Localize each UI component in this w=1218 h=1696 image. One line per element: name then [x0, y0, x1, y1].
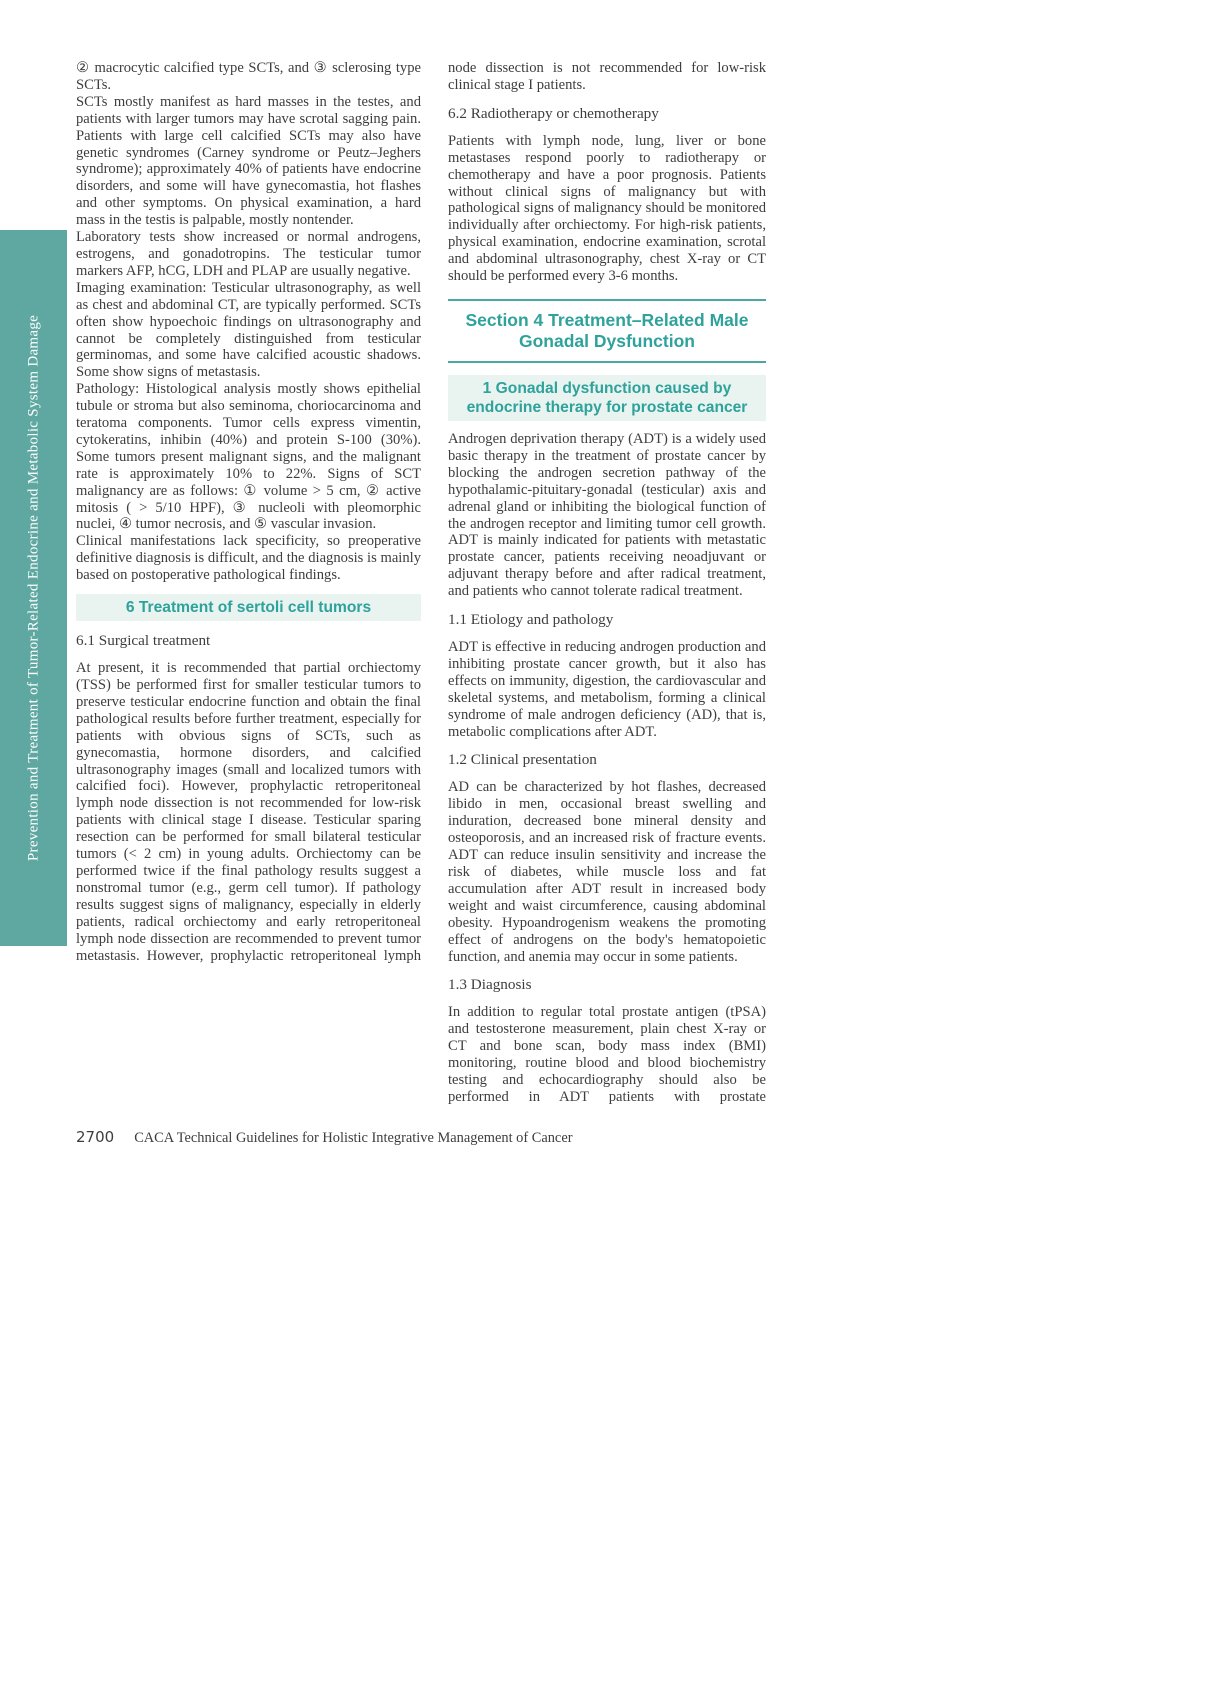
- paragraph-adt-overview: Androgen deprivation therapy (ADT) is a widely used basic therapy in the treatment of prostate cancer by blocking the androgen secretion pathway of the hypothalamic-pituitary-gonadal (testicular) axis and adrenal gland or inhibiting the biological function of the androgen receptor and limiting tumor cell growth. ADT is mainly indicated for patients with metastatic prostate cancer, patients receiving neoadjuvant or adjuvant therapy before and after radical treatment, and patients who cannot tolerate radical treatment.: [448, 430, 766, 600]
- left-column: [76, 60, 421, 1106]
- paragraph-node-dissection: node dissection is not recommended for low-risk clinical stage I patients.: [448, 60, 766, 93]
- paragraph-etiology-pathology: ADT is effective in reducing androgen production and inhibiting prostate cancer growth, but it also has effects on immunity, digestion, the cardiovascular and skeletal systems, and metabolism, forming a clinical syndrome of male androgen deficiency (AD), that is, metabolic complications after ADT.: [448, 639, 766, 740]
- heading-treatment-sertoli-cell-tumors: 6 Treatment of sertoli cell tumors: [76, 594, 421, 621]
- paragraph-surgical-treatment: At present, it is recommended that partial orchiectomy (TSS) be performed first for smaller testicular tumors to preserve testicular endocrine function and obtain the final pathological results before further treatment, especially for patients with obvious signs of SCTs, such as gynecomastia, hormone disorders, and calcified ultrasonography images (small and localized tumors with calcified foci). However, prophylactic retroperitoneal lymph node dissection is not recommended for low-risk patients with clinical stage I disease. Testicular sparing resection can be performed for small bilateral testicular tumors (< 2 cm) in young adults. Orchiectomy can be performed twice if the final pathology results suggest a nonstromal tumor (e.g., germ cell tumor). If pathology results suggest signs of malignancy, especially in elderly patients, radical orchiectomy and early retroperitoneal lymph node dissection are recommended to prevent tumor metastasis. However, prophylactic retroperitoneal lymph: [76, 660, 421, 964]
- right-column: [448, 60, 766, 1106]
- paragraph-radiotherapy-chemotherapy: Patients with lymph node, lung, liver or bone metastases respond poorly to radiotherapy or chemotherapy and have a poor prognosis. Patients without clinical signs of malignancy but with pathological signs of malignancy should be monitored individually after orchiectomy. For high-risk patients, physical examination, endocrine examination, scrotal and abdominal ultrasonography, chest X-ray or CT should be performed every 3-6 months.: [448, 132, 766, 285]
- subheading-radiotherapy-chemotherapy: 6.2 Radiotherapy or chemotherapy: [448, 104, 659, 122]
- paragraph-diagnosis: In addition to regular total prostate antigen (tPSA) and testosterone measurement, plain chest X-ray or CT and bone scan, body mass index (BMI) monitoring, routine blood and blood biochemistry testing and echocardiography should also be performed in ADT patients with prostate: [448, 1004, 766, 1105]
- page-content: [76, 60, 766, 1106]
- paragraph-laboratory-tests: Laboratory tests show increased or normal androgens, estrogens, and gonadotropins. The testicular tumor markers AFP, hCG, LDH and PLAP are usually negative.: [76, 229, 421, 279]
- page-number: 2700: [76, 1128, 115, 1146]
- paragraph-clinical-manifestations: Clinical manifestations lack specificity, so preoperative definitive diagnosis is difficult, and the diagnosis is mainly based on postoperative pathological findings.: [76, 533, 421, 584]
- paragraph-imaging-examination: Imaging examination: Testicular ultrasonography, as well as chest and abdominal CT, are typically performed. SCTs often show hypoechoic findings on ultrasonography and cannot be completely distinguished from testicular germinomas, and some have calcified acoustic shadows. Some show signs of metastasis.: [76, 279, 421, 381]
- paragraph-sct-classification: ② macrocytic calcified type SCTs, and ③ sclerosing type SCTs.: [76, 60, 421, 93]
- page-footer: [76, 1128, 573, 1147]
- paragraph-clinical-presentation: AD can be characterized by hot flashes, decreased libido in men, occasional breast swelling and induration, decreased bone mineral density and osteoporosis, and an increased risk of fracture events. ADT can reduce insulin sensitivity and increase the risk of diabetes, while muscle loss and fat accumulation after ADT result in increased body weight and waist circumference, causing abdominal obesity. Hypoandrogenism weakens the promoting effect of androgens on the body's hematopoietic function, and anemia may occur in some patients.: [448, 779, 766, 965]
- subheading-diagnosis: 1.3 Diagnosis: [448, 976, 532, 994]
- running-book-title: CACA Technical Guidelines for Holistic Integrative Management of Cancer: [134, 1130, 573, 1146]
- subheading-etiology-pathology: 1.1 Etiology and pathology: [448, 611, 614, 629]
- chapter-side-band: [0, 230, 67, 946]
- subheading-clinical-presentation: 1.2 Clinical presentation: [448, 751, 597, 769]
- paragraph-pathology: Pathology: Histological analysis mostly shows epithelial tubule or stroma but also seminoma, choriocarcinoma and teratoma components. Tumor cells express vimentin, cytokeratins, inhibin (40%) and protein S-100 (30%). Some tumors present malignant signs, and the malignant rate is approximately 10% to 22%. Signs of SCT malignancy are as follows: ① volume > 5 cm, ② active mitosis ( > 5/10 HPF), ③ nucleoli with pleomorphic nuclei, ④ tumor necrosis, and ⑤ vascular invasion.: [76, 381, 421, 533]
- chapter-side-title: Prevention and Treatment of Tumor-Related Endocrine and Metabolic System Damage: [25, 314, 41, 862]
- section-title-treatment-related-male-gonadal-dysfunction: Section 4 Treatment–Related Male Gonadal Dysfunction: [448, 299, 766, 363]
- paragraph-sct-manifestations: SCTs mostly manifest as hard masses in the testes, and patients with larger tumors may have scrotal sagging pain. Patients with large cell calcified SCTs may also have genetic syndromes (Carney syndrome or Peutz–Jeghers syndrome); approximately 40% of patients have endocrine disorders, and some will have gynecomastia, hot flashes and other symptoms. On physical examination, a hard mass in the testis is palpable, mostly nontender.: [76, 93, 421, 229]
- subheading-surgical-treatment: 6.1 Surgical treatment: [76, 632, 211, 650]
- heading-gonadal-dysfunction-endocrine-therapy: 1 Gonadal dysfunction caused by endocrine therapy for prostate cancer: [448, 375, 766, 421]
